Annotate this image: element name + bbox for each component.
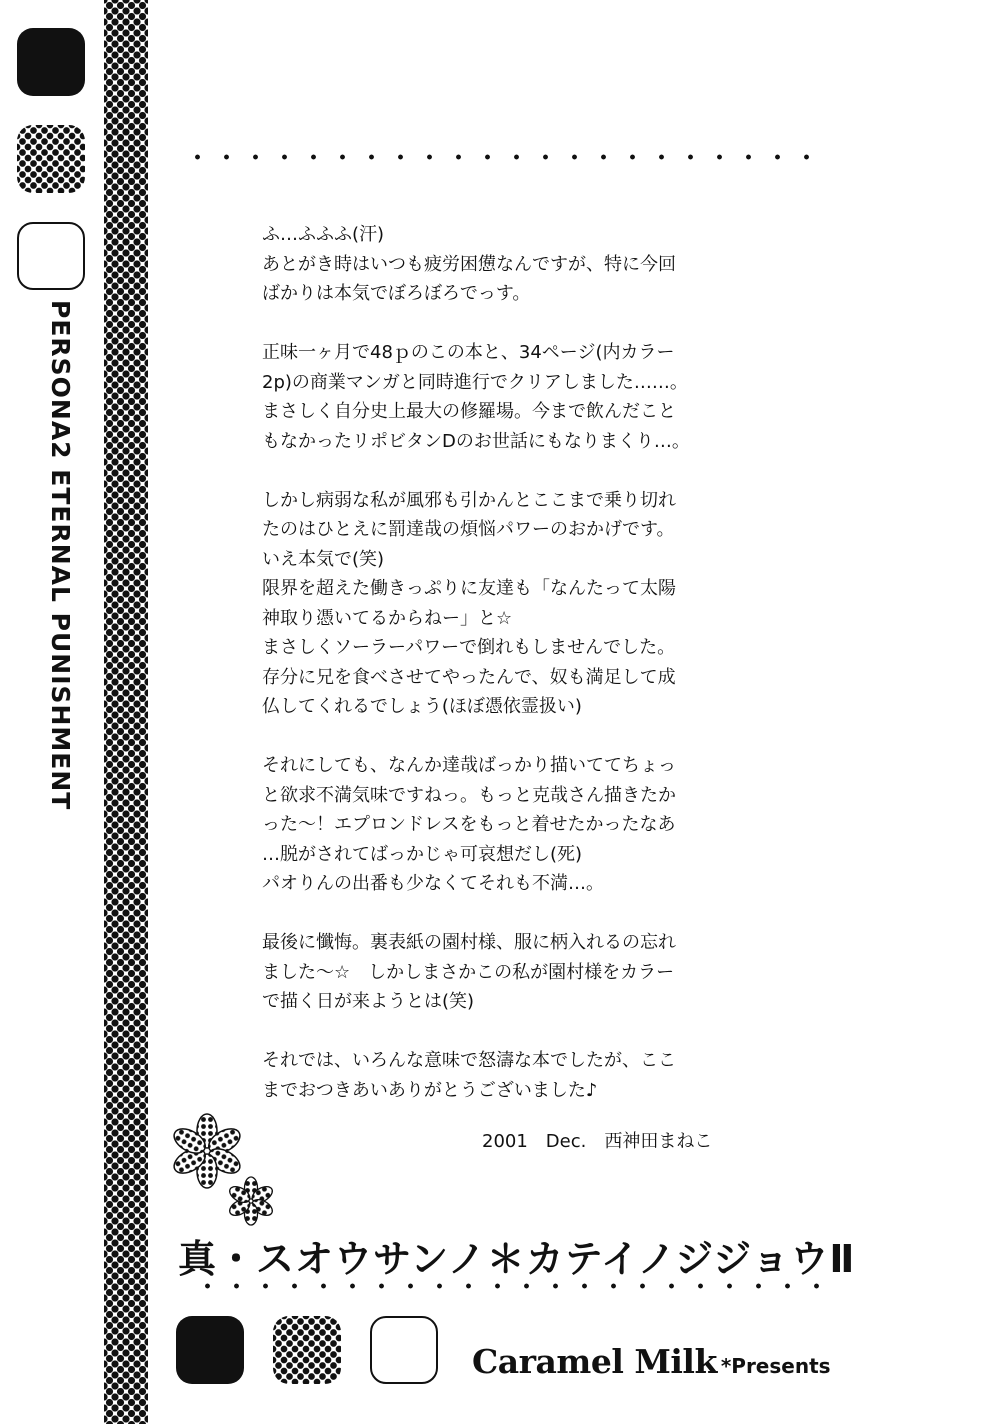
black-square-icon — [176, 1316, 244, 1384]
text-line: しかし病弱な私が風邪も引かんとここまで乗り切れ — [262, 489, 676, 511]
text-line: たのはひとえに罰達哉の煩悩パワーのおかげです。 — [262, 519, 675, 540]
text-line: それにしても、なんか達哉ばっかり描いててちょっ — [262, 755, 676, 776]
dotted-flower-icon — [226, 1176, 276, 1226]
signature: 2001 Dec. 西神田まねこ — [482, 1131, 713, 1152]
outline-square-icon — [370, 1316, 438, 1384]
text-line: まさしく自分史上最大の修羅場。今まで飲んだこと — [262, 401, 676, 422]
text-line: 正味一ヶ月で48ｐのこの本と、34ページ(内カラー — [262, 342, 675, 363]
text-line: あとがき時はいつも疲労困憊なんですが、特に今回 — [262, 253, 676, 275]
text-line: 2p)の商業マンガと同時進行でクリアしました……。 — [262, 371, 688, 393]
dotted-square-icon — [17, 125, 85, 193]
text-line: それでは、いろんな意味で怒濤な本でしたが、ここ — [262, 1050, 676, 1071]
brand-name: Caramel Milk — [472, 1342, 717, 1381]
polka-dot-strip — [104, 0, 148, 1424]
paragraph — [262, 751, 732, 899]
text-line: と欲求不満気味ですねっ。もっと克哉さん描きたか — [262, 784, 676, 806]
text-line: もなかったリポビタンDのお世話にもなりまくり…。 — [262, 430, 690, 452]
text-line: 仏してくれるでしょう(ほぼ憑依霊扱い) — [262, 696, 582, 717]
brand-logo — [472, 1342, 831, 1381]
dotted-square-icon — [273, 1316, 341, 1384]
text-line: まさしくソーラーパワーで倒れもしませんでした。 — [262, 637, 676, 658]
paragraph — [262, 928, 732, 1017]
text-line: 最後に懺悔。裏表紙の園村様、服に柄入れるの忘れ — [262, 932, 676, 953]
afterword-text — [262, 220, 732, 1135]
vertical-series-title: PERSONA2 ETERNAL PUNISHMENT — [46, 300, 75, 811]
paragraph — [262, 486, 732, 722]
paragraph — [262, 1046, 732, 1105]
text-line: 存分に兄を食べさせてやったんで、奴も満足して成 — [262, 666, 676, 688]
bottom-dotted-rule — [193, 1283, 833, 1289]
text-line: った～！エプロンドレスをもっと着せたかったなあ — [262, 814, 676, 835]
paragraph — [262, 220, 732, 309]
top-dotted-rule — [183, 154, 833, 160]
story-title: 真・スオウサンノ＊カテイノジジョウⅡ — [178, 1237, 856, 1281]
text-line: いえ本気で(笑) — [262, 548, 385, 570]
text-line: …脱がされてばっかじゃ可哀想だし(死) — [262, 843, 583, 865]
text-line: で描く日が来ようとは(笑) — [262, 991, 475, 1012]
paragraph — [262, 338, 732, 456]
outline-square-icon — [17, 222, 85, 290]
text-line: ふ…ふふふ(汗) — [262, 224, 385, 245]
brand-suffix: *Presents — [720, 1354, 831, 1378]
text-line: までおつきあいありがとうございました♪ — [262, 1079, 598, 1101]
text-line: 限界を超えた働きっぷりに友達も「なんたって太陽 — [262, 578, 676, 599]
text-line: 神取り憑いてるからねー」と☆ — [262, 607, 513, 629]
text-line: パオりんの出番も少なくてそれも不満…。 — [262, 873, 604, 894]
text-line: ばかりは本気でぼろぼろでっす。 — [262, 283, 531, 304]
text-line: ました～☆ しかしまさかこの私が園村様をカラー — [262, 961, 675, 983]
black-square-icon — [17, 28, 85, 96]
